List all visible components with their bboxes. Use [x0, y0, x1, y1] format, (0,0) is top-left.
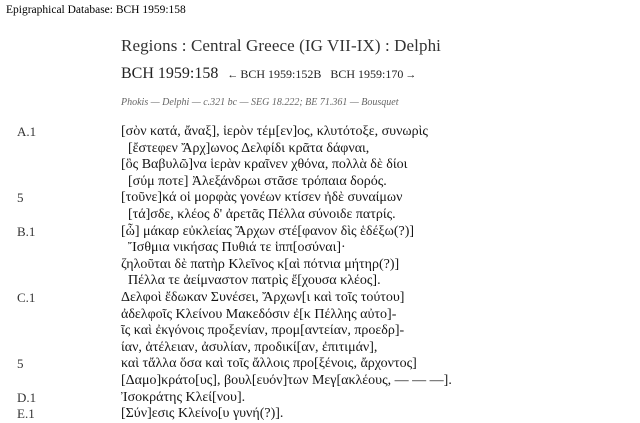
inscription-line	[0, 356, 640, 373]
inscription-nav	[121, 65, 416, 83]
line-number: C.1	[17, 289, 36, 305]
line-text: [Δαμο]κράτο[υς], βουλ[ευόν]των Μεγ[ακλέους, — — —].	[121, 372, 452, 388]
prev-inscription-label: BCH 1959:152B	[240, 67, 322, 81]
region-breadcrumb: Regions : Central Greece (IG VII-IX) : Delphi	[121, 36, 441, 55]
line-text: [ὃς Βαβυλῶ]να ἱερὰν κραῖνεν χθόνα, πολλὰ δὲ δίοι	[121, 157, 408, 173]
line-text: [τά]σδε, κλέος δ' ἀρετᾶς Πέλλα σύνοιδε πατρίς.	[128, 206, 396, 222]
inscription-metadata: Phokis — Delphi — c.321 bc — SEG 18.222; BE 71.361 — Bousquet	[121, 97, 399, 108]
line-text: ζηλοῦται δὲ πατὴρ Κλεῖνος κ[αὶ πότνια μήτηρ(?)]	[121, 256, 400, 272]
line-text: Ἰσοκράτης Κλεί[νου].	[121, 389, 246, 405]
inscription-line	[0, 323, 640, 340]
inscription-line	[0, 273, 640, 290]
inscription-line	[0, 240, 640, 257]
line-text: Ἴσθμια νικήσας Πυθιά τε ἱππ[οσύναι]·	[128, 240, 346, 256]
line-text: [Σύν]εσις Κλείνο[υ γυνή(?)].	[121, 406, 284, 422]
line-number: D.1	[17, 389, 37, 405]
current-inscription-id: BCH 1959:158	[121, 65, 219, 82]
line-text: [σύμ ποτε] Ἀλεξάνδρωι στᾶσε τρόπαια δορός.	[128, 173, 387, 189]
inscription-text	[0, 124, 640, 423]
inscription-line	[0, 190, 640, 207]
line-text: Δελφοὶ ἔδωκαν Συνέσει, Ἄρχων[ι καὶ τοῖς τούτου]	[121, 289, 405, 305]
inscription-line	[0, 224, 640, 241]
line-text: καὶ τἄλλα ὅσα καὶ τοῖς ἄλλοις προ[ξένοις, ἄρχοντος]	[121, 356, 417, 372]
inscription-line	[0, 390, 640, 407]
arrow-left-icon: ←	[227, 69, 239, 81]
inscription-line	[0, 290, 640, 307]
line-text: [ὦ] μάκαρ εὐκλείας Ἄρχων στέ[φανον δὶς ἑδέξω(?)]	[121, 223, 415, 239]
line-number: A.1	[17, 124, 37, 139]
inscription-line	[0, 257, 640, 274]
inscription-line	[0, 124, 640, 141]
inscription-line	[0, 174, 640, 191]
next-inscription-link[interactable]	[330, 67, 416, 82]
line-number: E.1	[17, 406, 35, 422]
line-text: [ἔστεφεν Ἄρχ]ωνος Δελφίδι κρᾶτα δάφναι,	[128, 140, 370, 156]
line-text: [τοῦνε]κά οἱ μορφὰς γονέων κτίσεν ἠδὲ συναίμων	[121, 190, 403, 206]
line-text: [σὸν κατά, ἄναξ], ἱερὸν τέμ[εν]ος, κλυτότοξε, συνωρὶς	[121, 124, 428, 139]
inscription-line	[0, 373, 640, 390]
inscription-line	[0, 157, 640, 174]
line-number: 5	[17, 356, 24, 372]
inscription-line	[0, 207, 640, 224]
line-number: 5	[17, 190, 24, 206]
line-text: ἀδελφοῖς Κλείνου Μακεδόσιν ἐ[κ Πέλλης αὐτο]-	[121, 306, 397, 322]
line-text: Πέλλα τε ἀείμναστον πατρὶς ἔ[χουσα κλέος].	[128, 273, 381, 289]
inscription-line	[0, 307, 640, 324]
line-text: ῖς καὶ ἐκγόνοις προξενίαν, προμ[αντείαν, προεδρ]-	[121, 323, 405, 339]
prev-inscription-link[interactable]	[227, 67, 321, 82]
line-number: B.1	[17, 223, 36, 239]
arrow-right-icon: →	[405, 69, 417, 81]
line-text: ίαν, ἀτέλειαν, ἀσυλίαν, προδικί[αν, ἐπιτιμάν],	[121, 339, 378, 355]
database-label: Epigraphical Database: BCH 1959:158	[6, 4, 186, 16]
next-inscription-label: BCH 1959:170	[330, 67, 404, 81]
inscription-line	[0, 340, 640, 357]
inscription-line	[0, 141, 640, 158]
